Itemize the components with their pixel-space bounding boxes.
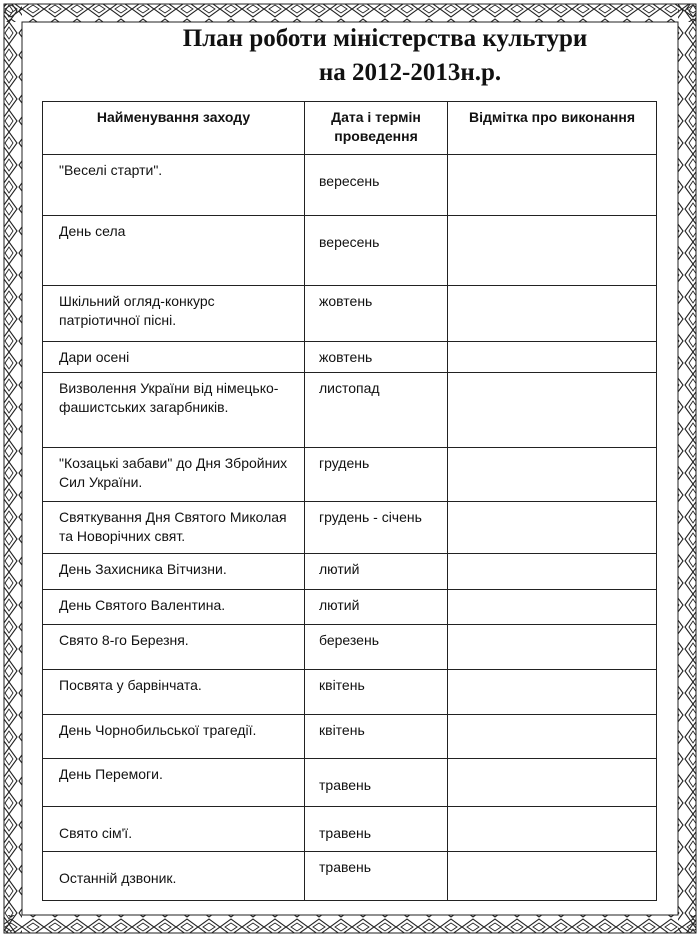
date-cell: травень <box>305 807 448 852</box>
date-cell: листопад <box>305 373 448 448</box>
event-cell: Визволення України від німецько-фашистських загарбників. <box>43 373 305 448</box>
table-row <box>43 759 657 807</box>
mark-cell <box>448 852 657 901</box>
mark-cell <box>448 448 657 502</box>
mark-cell <box>448 715 657 759</box>
date-cell: квітень <box>305 670 448 715</box>
header-date: Дата і термін проведення <box>305 102 448 155</box>
date-cell: квітень <box>305 715 448 759</box>
table-row <box>43 715 657 759</box>
event-cell: Посвята у барвінчата. <box>43 670 305 715</box>
event-cell: Шкільний огляд-конкурс патріотичної пісні. <box>43 286 305 342</box>
date-cell: грудень <box>305 448 448 502</box>
table-row <box>43 286 657 342</box>
event-cell: День Захисника Вітчизни. <box>43 554 305 590</box>
mark-cell <box>448 373 657 448</box>
event-cell: День села <box>43 216 305 286</box>
mark-cell <box>448 342 657 373</box>
date-cell: вересень <box>305 216 448 286</box>
date-cell: травень <box>305 759 448 807</box>
event-cell: День Чорнобильської трагедії. <box>43 715 305 759</box>
table-row <box>43 590 657 625</box>
event-cell: День Перемоги. <box>43 759 305 807</box>
event-cell: Дари осені <box>43 342 305 373</box>
title-line-2: на 2012-2013н.р. <box>318 59 502 86</box>
header-event: Найменування заходу <box>43 102 305 155</box>
event-cell: "Веселі старти". <box>43 155 305 216</box>
table-row <box>43 448 657 502</box>
table-row <box>43 852 657 901</box>
table-header-row <box>43 102 657 155</box>
date-cell: вересень <box>305 155 448 216</box>
mark-cell <box>448 554 657 590</box>
table-row <box>43 670 657 715</box>
table-row <box>43 807 657 852</box>
mark-cell <box>448 216 657 286</box>
event-cell: Свято сім'ї. <box>43 807 305 852</box>
date-cell: грудень - січень <box>305 502 448 554</box>
mark-cell <box>448 807 657 852</box>
table-row <box>43 216 657 286</box>
table-row <box>43 554 657 590</box>
event-cell: Свято 8-го Березня. <box>43 625 305 670</box>
table-row <box>43 155 657 216</box>
mark-cell <box>448 155 657 216</box>
plan-table <box>42 101 657 901</box>
title-line-1: План роботи міністерства культури <box>182 25 588 52</box>
date-cell: лютий <box>305 590 448 625</box>
table-row <box>43 502 657 554</box>
date-cell: жовтень <box>305 342 448 373</box>
table-row <box>43 625 657 670</box>
table-row <box>43 373 657 448</box>
date-cell: жовтень <box>305 286 448 342</box>
event-cell: Останній дзвоник. <box>43 852 305 901</box>
date-cell: березень <box>305 625 448 670</box>
mark-cell <box>448 286 657 342</box>
mark-cell <box>448 590 657 625</box>
document-title <box>0 22 700 90</box>
mark-cell <box>448 625 657 670</box>
table-row <box>43 342 657 373</box>
event-cell: Святкування Дня Святого Миколая та Новорічних свят. <box>43 502 305 554</box>
date-cell: лютий <box>305 554 448 590</box>
mark-cell <box>448 670 657 715</box>
mark-cell <box>448 502 657 554</box>
event-cell: День Святого Валентина. <box>43 590 305 625</box>
date-cell: травень <box>305 852 448 901</box>
mark-cell <box>448 759 657 807</box>
event-cell: "Козацькі забави" до Дня Збройних Сил України. <box>43 448 305 502</box>
header-mark: Відмітка про виконання <box>448 102 657 155</box>
